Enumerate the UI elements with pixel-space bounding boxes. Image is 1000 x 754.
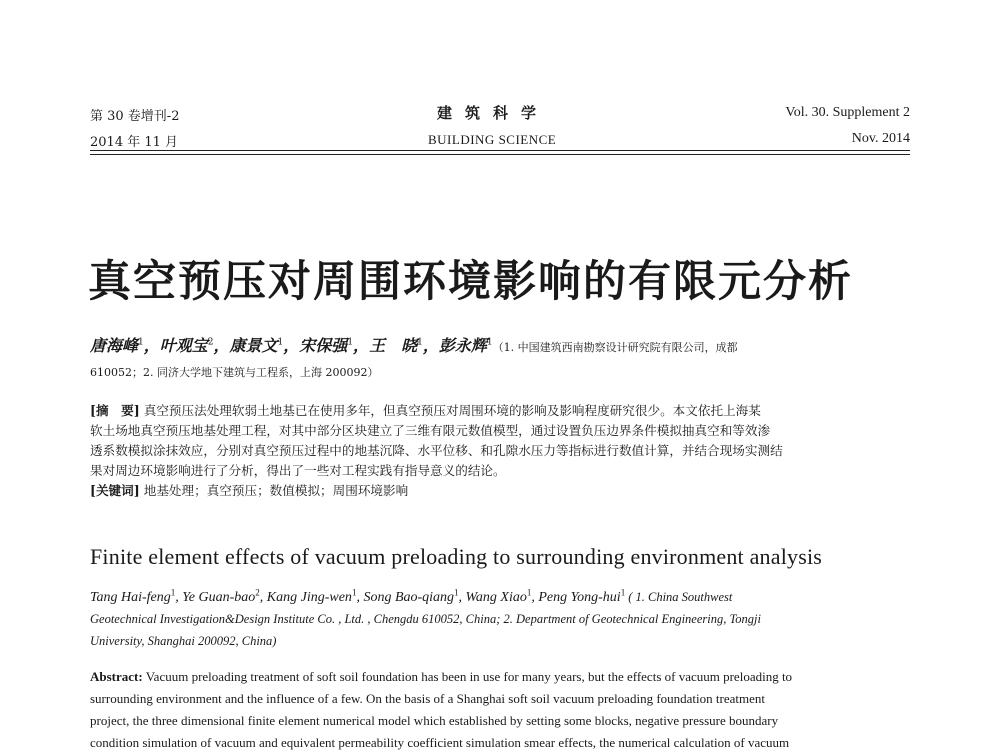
affiliation-en-line3: University, Shanghai 200092, China) bbox=[90, 634, 277, 648]
affiliation-cn-line1: （1. 中国建筑西南勘察设计研究院有限公司，成都 bbox=[492, 341, 738, 354]
header-rule-bottom bbox=[90, 154, 910, 155]
journal-date-en: Nov. 2014 bbox=[851, 131, 910, 146]
abstract-cn-line: 真空预压法处理软弱土地基已在使用多年，但真空预压对周围环境的影响及影响程度研究很少。本文依托上海某 bbox=[143, 403, 761, 418]
journal-name-en: BUILDING SCIENCE bbox=[428, 132, 557, 147]
keywords-cn: 地基处理；真空预压；数值模拟；周围环境影响 bbox=[143, 483, 409, 498]
author-cn: 叶观宝$^2$ bbox=[159, 336, 214, 355]
author-en: Tang Hai-feng$^1$ bbox=[90, 587, 176, 605]
affiliation-en-line2: Geotechnical Investigation&Design Institute Co. , Ltd. , Chengdu 610052, China; 2. Department of Geotechnical Engineering, Tongji bbox=[90, 612, 761, 626]
author-en: Kang Jing-wen$^1$ bbox=[266, 587, 357, 605]
keywords-cn-label: [关键词] bbox=[90, 483, 140, 498]
paper-title-en: Finite element effects of vacuum preloading to surrounding environment analysis bbox=[90, 544, 823, 569]
header-rule-top bbox=[90, 150, 910, 151]
abstract-en-line: project, the three dimensional finite element numerical model which established by setting some blocks, negative pressure boundary bbox=[90, 713, 779, 728]
author-cn: 彭永辉$^1$ bbox=[438, 336, 493, 355]
author-cn: 康景文$^1$ bbox=[229, 336, 284, 355]
journal-date-cn: 2014 年 11 月 bbox=[90, 135, 179, 150]
author-en: Ye Guan-bao$^2$ bbox=[182, 587, 260, 605]
affiliation-cn-line2: 610052；2. 同济大学地下建筑与工程系，上海 200092） bbox=[90, 366, 379, 379]
abstract-cn-line: 软土场地真空预压地基处理工程，对其中部分区块建立了三维有限元数值模型，通过设置负压边界条件模拟抽真空和等效渗 bbox=[90, 423, 771, 438]
paper-title-cn: 真空预压对周围环境影响的有限元分析 bbox=[88, 257, 853, 307]
abstract-en-line: surrounding environment and the influence of a few. On the basis of a Shanghai soft soil vacuum preloading foundation treatment bbox=[90, 691, 765, 706]
author-en: Song Bao-qiang$^1$ bbox=[363, 587, 459, 605]
abstract-en-line: Vacuum preloading treatment of soft soil foundation has been in use for many years, but the effects of vacuum preloading to bbox=[145, 669, 793, 684]
author-en: Wang Xiao$^1$ bbox=[465, 587, 532, 605]
abstract-en-line: condition simulation of vacuum and equivalent permeability coefficient simulation smear effects, the numerical calculation of vacuum bbox=[90, 735, 790, 750]
abstract-en bbox=[90, 666, 792, 754]
author-cn: 宋保强$^1$ bbox=[299, 336, 354, 355]
author-en: Peng Yong-hui$^1$ bbox=[538, 587, 626, 605]
affiliation-en-line1: ( 1. China Southwest bbox=[628, 590, 733, 604]
abstract-cn-line: 果对周边环境影响进行了分析，得出了一些对工程实践有指导意义的结论。 bbox=[90, 463, 506, 478]
abstract-cn-line: 透系数模拟涂抹效应，分别对真空预压过程中的地基沉降、水平位移、和孔隙水压力等指标进行数值计算，并结合现场实测结 bbox=[90, 443, 783, 458]
author-cn: 王 晓$^1$ bbox=[369, 336, 423, 355]
author-cn: 唐海峰$^1$ bbox=[90, 336, 144, 355]
journal-name-cn: 建筑科学 bbox=[437, 104, 550, 122]
abstract-cn bbox=[90, 401, 783, 501]
journal-volume-cn: 第 30 卷增刊-2 bbox=[90, 109, 180, 124]
authors-cn-line: 唐海峰$^1$，叶观宝$^2$，康景文$^1$，宋保强$^1$，王 晓$^1$，彭永辉$^1$（1. 中国建筑西南勘察设计研究院有限公司，成都 bbox=[90, 336, 738, 355]
abstract-en-label: Abstract: bbox=[90, 669, 143, 684]
abstract-cn-label: [摘 要] bbox=[90, 403, 140, 418]
journal-volume-en: Vol. 30. Supplement 2 bbox=[785, 105, 910, 120]
authors-en-line: Tang Hai-feng$^1$, Ye Guan-bao$^2$, Kang Jing-wen$^1$, Song Bao-qiang$^1$, Wang Xiao$^1$, Peng Yong-hui$^1$ ( 1. China Southwest bbox=[90, 587, 733, 605]
